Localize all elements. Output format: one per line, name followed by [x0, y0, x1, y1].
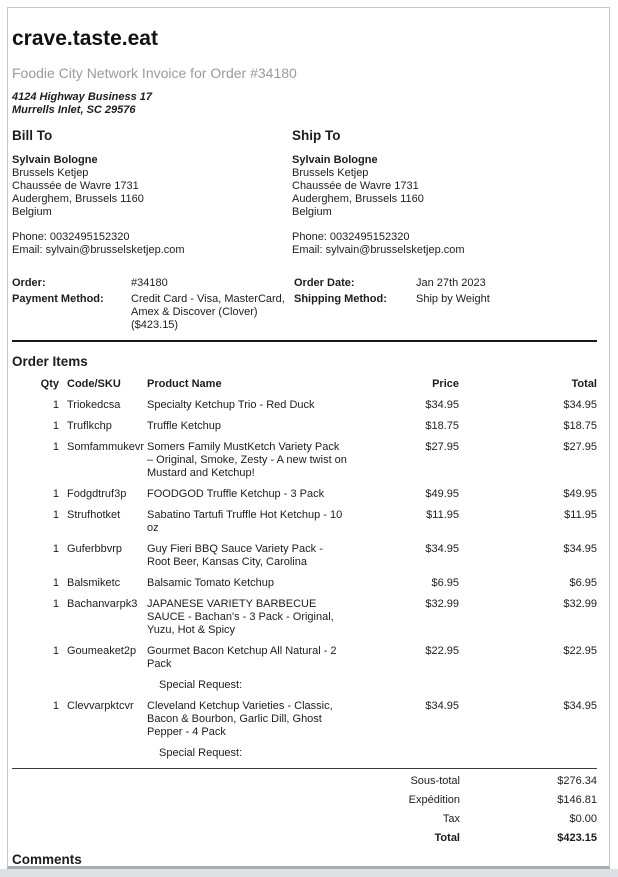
bill-to-name: Sylvain Bologne	[12, 154, 98, 166]
item-qty: 1	[52, 399, 59, 411]
table-row	[12, 543, 597, 577]
item-price: $11.95	[426, 509, 459, 521]
item-qty: 1	[52, 598, 59, 610]
ship-to-city: Auderghem, Brussels 1160	[292, 193, 424, 205]
order-items-table	[12, 378, 597, 768]
table-row	[12, 598, 597, 645]
item-qty: 1	[52, 645, 59, 657]
bill-to-street: Chaussée de Wavre 1731	[12, 180, 139, 192]
brand-title: crave.taste.eat	[12, 27, 158, 50]
ship-to-address	[292, 154, 572, 219]
ship-to-contact	[292, 231, 572, 257]
item-sku: Balsmiketc	[67, 577, 121, 589]
shipping-label: Expédition	[408, 794, 460, 806]
item-name: Somers Family MustKetch Variety Pack – Original, Smoke, Zesty - A new twist on Mustard and Ketchup!	[147, 441, 347, 479]
shipping-row	[12, 791, 597, 810]
item-qty: 1	[52, 420, 59, 432]
item-price: $22.95	[425, 645, 459, 657]
item-total: $27.95	[563, 441, 597, 453]
item-sku: Strufhotket	[67, 509, 121, 521]
item-qty: 1	[52, 488, 59, 500]
col-header-sku: Code/SKU	[67, 378, 121, 390]
item-price: $6.95	[431, 577, 459, 589]
item-sku: Fodgdtruf3p	[67, 488, 127, 500]
item-sku: Triokedcsa	[67, 399, 121, 411]
item-name: Specialty Ketchup Trio - Red Duck	[147, 399, 315, 411]
shipping-value: $146.81	[557, 794, 597, 806]
table-header-row	[12, 378, 597, 399]
bill-to-email: Email: sylvain@brusselsketjep.com	[12, 244, 185, 256]
item-total: $34.95	[563, 399, 597, 411]
ship-to-company: Brussels Ketjep	[292, 167, 369, 179]
item-sku: Clevvarpktcvr	[67, 700, 134, 712]
item-name: Guy Fieri BBQ Sauce Variety Pack - Root Beer, Kansas City, Carolina	[147, 543, 323, 568]
shipping-method-value: Ship by Weight	[416, 293, 490, 305]
item-price: $27.95	[425, 441, 459, 453]
item-qty: 1	[52, 577, 59, 589]
grand-total-value: $423.15	[557, 832, 597, 844]
bill-to-company: Brussels Ketjep	[12, 167, 89, 179]
addresses-section	[12, 128, 597, 257]
item-sku: Somfammukevr	[67, 441, 145, 453]
table-row	[12, 645, 597, 700]
item-qty: 1	[52, 543, 59, 555]
payment-method-value: Credit Card - Visa, MasterCard, Amex & Discover (Clover) ($423.15)	[131, 293, 285, 331]
item-total: $34.95	[563, 543, 597, 555]
special-request-label: Special Request:	[159, 679, 243, 691]
item-sku: Bachanvarpk3	[67, 598, 138, 610]
table-row	[12, 441, 597, 488]
item-total: $22.95	[563, 645, 597, 657]
item-name: Balsamic Tomato Ketchup	[147, 577, 274, 589]
item-name: JAPANESE VARIETY BARBECUE SAUCE - Bachan's - 3 Pack - Original, Yuzu, Hot & Spicy	[147, 598, 334, 636]
col-header-name: Product Name	[147, 378, 222, 390]
table-row	[12, 488, 597, 509]
subtotal-value: $276.34	[557, 775, 597, 787]
table-row	[12, 509, 597, 543]
payment-method-label: Payment Method:	[12, 293, 104, 305]
order-meta-section	[12, 277, 597, 332]
bill-to-address	[12, 154, 292, 219]
item-sku: Truflkchp	[67, 420, 112, 432]
item-qty: 1	[52, 441, 59, 453]
ship-to-heading: Ship To	[292, 128, 341, 143]
totals-divider	[12, 768, 597, 769]
invoice-page	[7, 7, 610, 869]
bill-to-city: Auderghem, Brussels 1160	[12, 193, 144, 205]
shipping-method-label: Shipping Method:	[294, 293, 387, 305]
ship-to-block	[292, 128, 572, 257]
item-price: $34.95	[425, 700, 459, 712]
item-sku: Guferbbvrp	[67, 543, 123, 555]
item-price: $34.95	[425, 399, 459, 411]
store-address	[12, 91, 597, 117]
subtotal-label: Sous-total	[410, 775, 460, 787]
item-sku: Goumeaket2p	[67, 645, 137, 657]
item-total: $32.99	[563, 598, 597, 610]
bill-to-country: Belgium	[12, 206, 52, 218]
order-number-value: #34180	[131, 277, 168, 289]
order-items-heading: Order Items	[12, 354, 88, 369]
ship-to-email: Email: sylvain@brusselsketjep.com	[292, 244, 465, 256]
table-row	[12, 700, 597, 768]
table-row	[12, 399, 597, 420]
tax-value: $0.00	[569, 813, 597, 825]
tax-row	[12, 810, 597, 829]
item-total: $11.95	[564, 509, 597, 521]
bill-to-phone: Phone: 0032495152320	[12, 231, 130, 243]
totals-section	[12, 772, 597, 848]
grand-total-label: Total	[434, 832, 460, 844]
item-total: $49.95	[563, 488, 597, 500]
bill-to-contact	[12, 231, 292, 257]
col-header-qty: Qty	[40, 378, 59, 390]
item-total: $6.95	[569, 577, 597, 589]
item-price: $49.95	[425, 488, 459, 500]
order-date-value: Jan 27th 2023	[416, 277, 486, 289]
store-address-line1: 4124 Highway Business 17	[12, 91, 153, 103]
item-total: $34.95	[563, 700, 597, 712]
item-name	[147, 700, 347, 768]
subtotal-row	[12, 772, 597, 791]
item-price: $32.99	[425, 598, 459, 610]
ship-to-name: Sylvain Bologne	[292, 154, 378, 166]
item-qty: 1	[52, 509, 59, 521]
col-header-total: Total	[571, 378, 597, 390]
order-date-label: Order Date:	[294, 277, 355, 289]
ship-to-street: Chaussée de Wavre 1731	[292, 180, 419, 192]
item-name: Sabatino Tartufi Truffle Hot Ketchup - 10 oz	[147, 509, 343, 534]
item-total: $18.75	[563, 420, 597, 432]
ship-to-country: Belgium	[292, 206, 332, 218]
store-address-line2: Murrells Inlet, SC 29576	[12, 104, 136, 116]
item-name-text: Cleveland Ketchup Varieties - Classic, Bacon & Bourbon, Garlic Dill, Ghost Pepper - 4 Pack	[147, 700, 333, 738]
tax-label: Tax	[442, 813, 460, 825]
ship-to-phone: Phone: 0032495152320	[292, 231, 410, 243]
special-request-label: Special Request:	[159, 747, 243, 759]
bill-to-block	[12, 128, 292, 257]
item-name: FOODGOD Truffle Ketchup - 3 Pack	[147, 488, 325, 500]
grand-total-row	[12, 829, 597, 848]
col-header-price: Price	[432, 378, 459, 390]
bill-to-heading: Bill To	[12, 128, 53, 143]
order-number-label: Order:	[12, 277, 46, 289]
item-price: $18.75	[425, 420, 459, 432]
invoice-subtitle: Foodie City Network Invoice for Order #34180	[12, 65, 297, 81]
item-qty: 1	[52, 700, 59, 712]
item-name	[147, 645, 347, 700]
item-price: $34.95	[425, 543, 459, 555]
table-row	[12, 577, 597, 598]
item-name: Truffle Ketchup	[147, 420, 221, 432]
comments-heading: Comments	[12, 852, 82, 867]
section-divider	[12, 340, 597, 342]
table-row	[12, 420, 597, 441]
item-name-text: Gourmet Bacon Ketchup All Natural - 2 Pack	[147, 645, 337, 670]
